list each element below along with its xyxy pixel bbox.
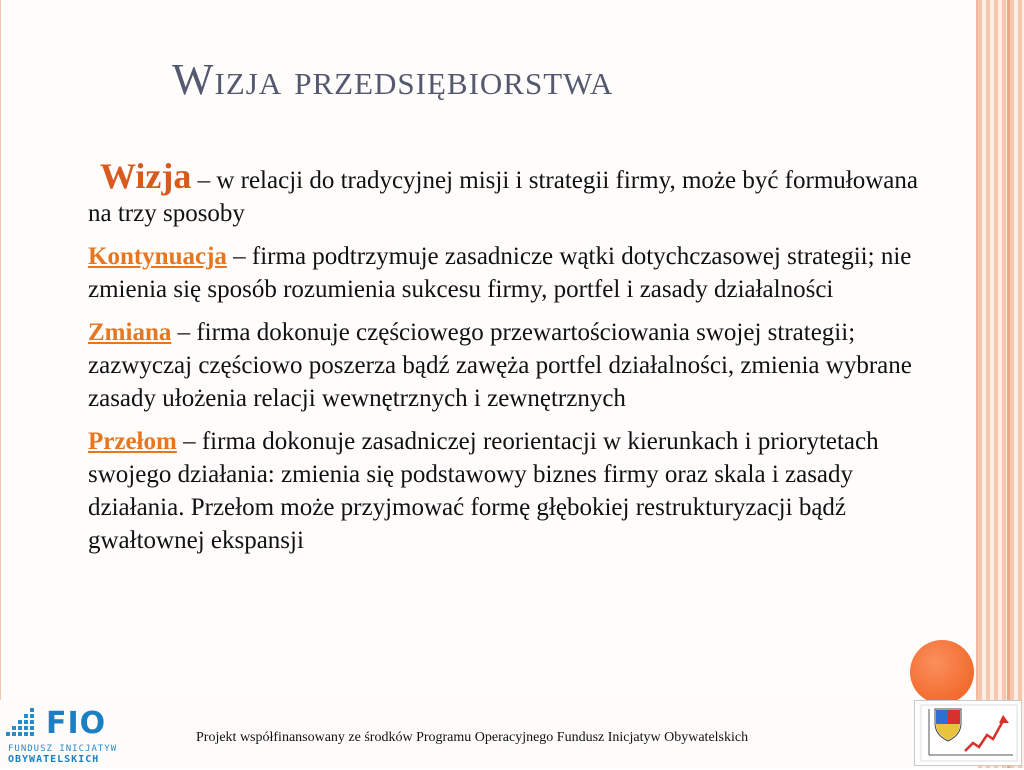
chart-growth-icon: [915, 701, 1021, 765]
fio-logo-line1: FUNDUSZ INICJATYW: [8, 744, 118, 754]
footer-text: Projekt współfinansowany ze środków Programu Operacyjnego Fundusz Inicjatyw Obywatelskich: [196, 730, 749, 745]
intro-paragraph: [88, 156, 918, 230]
decorative-stripes: [978, 0, 1024, 768]
item-kontynuacja: [88, 240, 918, 306]
fio-logo: [4, 706, 134, 766]
decorative-stripe-line: [1007, 0, 1010, 768]
slide-content: [88, 156, 918, 567]
intro-text: – w relacji do tradycyjnej misji i strategii firmy, może być formułowana na trzy sposoby: [88, 167, 918, 227]
slide-title: Wizja przedsiębiorstwa: [172, 55, 614, 104]
item-zmiana: [88, 316, 918, 415]
item-text: – firma dokonuje częściowego przewartościowania swojej strategii; zazwyczaj częściowo poszerza bądź zawęża portfel działalności, zmienia wybrane zasady ułożenia relacji wewnętrznych i zewnętrznych: [88, 319, 912, 412]
intro-lead-word: Wizja: [100, 156, 192, 196]
term-przelom: Przełom: [88, 428, 177, 455]
fio-logo-letters: FIO: [46, 706, 107, 741]
item-przelom: [88, 425, 918, 557]
orange-circle-decoration: [910, 640, 974, 704]
term-kontynuacja: Kontynuacja: [88, 243, 227, 270]
regional-chart-logo: [914, 700, 1022, 766]
item-text: – firma dokonuje zasadniczej reorientacji w kierunkach i priorytetach swojego działania: zmienia się podstawowy biznes firmy oraz skala i zasady działania. Przełom może przyjmować formę głębokiej restrukturyzacji bądź gwałtownej ekspansji: [88, 428, 879, 554]
fio-logo-line2: OBYWATELSKICH: [8, 754, 100, 765]
signal-dots-icon: [4, 708, 44, 740]
item-text: – firma podtrzymuje zasadnicze wątki dotychczasowej strategii; nie zmienia się sposób rozumienia sukcesu firmy, portfel i zasady działalności: [88, 243, 912, 303]
term-zmiana: Zmiana: [88, 319, 172, 346]
